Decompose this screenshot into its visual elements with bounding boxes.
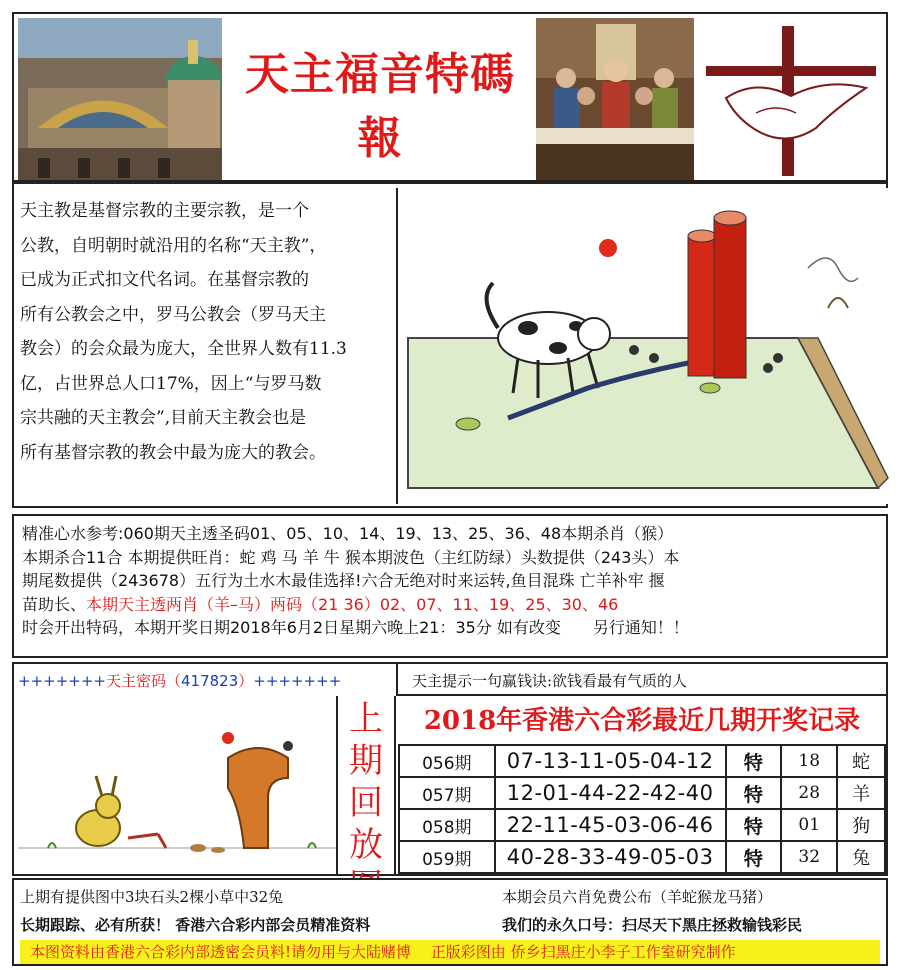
winning-hint: 天主提示一句赢钱诀:欲钱看最有气质的人 [396, 664, 886, 696]
footer-slogan-left: 长期跟踪、必有所获！ 香港六合彩内部会员精准资料 [20, 916, 371, 934]
title-area [224, 18, 536, 180]
table-row [399, 841, 885, 873]
last-issue-replay-label [336, 696, 396, 874]
special-label-cell: 特 [726, 809, 782, 841]
intro-line: 天主教是基督宗教的主要宗教，是一个 [20, 201, 309, 221]
tips-section [12, 514, 888, 658]
tips-line: 精准心水参考:060期天主透圣码01、05、10、14、19、13、25、36、48本期杀肖（猴） [22, 524, 674, 543]
numbers-cell: 07-13-11-05-04-12 [495, 745, 726, 777]
replay-char: 上 [349, 699, 383, 739]
zodiac-cell: 狗 [837, 809, 885, 841]
special-number-cell: 28 [781, 777, 837, 809]
records-section [12, 662, 888, 876]
header-banner [12, 12, 888, 182]
tips-line: 期尾数提供（243678）五行为土水木最佳选择!六合无绝对时来运转,鱼目混珠 亡羊补牢 揠 [22, 571, 665, 590]
draw-records-table [398, 744, 886, 874]
issue-cell: 056期 [399, 745, 495, 777]
table-row [399, 809, 885, 841]
intro-line: 教会）的会众最为庞大，全世界人数有11.3 [20, 339, 347, 359]
zodiac-cell: 兔 [837, 841, 885, 873]
church-dome-image [18, 18, 222, 180]
special-label-cell: 特 [726, 841, 782, 873]
issue-cell: 058期 [399, 809, 495, 841]
plus-decoration: +++++++ [253, 672, 342, 690]
numbers-cell: 12-01-44-22-42-40 [495, 777, 726, 809]
cross-dove-image [696, 18, 886, 180]
intro-line: 所有公教会之中，罗马公教会（罗马天主 [20, 304, 326, 325]
zodiac-cell: 蛇 [837, 745, 885, 777]
rabbit-illustration [18, 698, 336, 874]
secret-code-close: ） [238, 672, 254, 690]
special-number-cell: 32 [781, 841, 837, 873]
plus-decoration: +++++++ [18, 672, 106, 690]
zodiac-cell: 羊 [837, 777, 885, 809]
tips-line [22, 593, 878, 617]
table-row [399, 777, 885, 809]
footer-section [12, 878, 888, 966]
intro-line: 已成为正式扣文代名词。在基督宗教的 [20, 270, 309, 290]
intro-section [12, 182, 888, 508]
table-row [399, 745, 885, 777]
dog-snake-illustration [396, 188, 886, 504]
numbers-cell: 22-11-45-03-06-46 [495, 809, 726, 841]
intro-line: 所有基督宗教的教会中最为庞大的教会。 [20, 442, 326, 463]
tips-highlight: 本期天主透两肖（羊–马）两码（21 36）02、07、11、19、25、30、46 [86, 594, 619, 614]
tips-line: 本期杀合11合 本期提供旺肖：蛇 鸡 马 羊 牛 猴本期波色（主红防绿）头数提供（243头）本 [22, 547, 680, 567]
issue-cell: 059期 [399, 841, 495, 873]
secret-code-label: 天主密码（ [105, 672, 181, 690]
replay-char: 回 [349, 783, 383, 823]
tips-line: 时会开出特码，本期开奖日期2018年6月2日星期六晚上21：35分 如有改变 另行通知！！ [22, 618, 689, 637]
last-supper-image [536, 18, 694, 180]
footer-last-issue-note: 上期有提供图中3块石头2棵小草中32兔 [20, 888, 284, 906]
special-number-cell: 18 [781, 745, 837, 777]
replay-char: 期 [349, 741, 383, 781]
intro-line: 宗共融的天主教会”,目前天主教会也是 [20, 408, 307, 428]
footer-slogan-right: 我们的永久口号：扫尽天下黑庄拯救输钱彩民 [502, 916, 803, 934]
intro-line: 亿，占世界总人口17%，因上“与罗马数 [20, 373, 322, 394]
issue-cell: 057期 [399, 777, 495, 809]
secret-code-bar [18, 668, 394, 694]
footer-member-note: 本期会员六肖免费公布（羊蛇猴龙马猪） [502, 888, 773, 906]
replay-char: 放 [349, 825, 383, 865]
footer-disclaimer: 本图资料由香港六合彩内部透密会员料!请勿用与大陆赌博 正版彩图由 侨乡扫黑庄小李子工作室研究制作 [20, 940, 880, 964]
special-label-cell: 特 [726, 777, 782, 809]
intro-text [20, 194, 386, 470]
special-number-cell: 01 [781, 809, 837, 841]
intro-line: 公教，自明朝时就沿用的名称“天主教”， [20, 235, 327, 256]
page-title: 天主福音特碼報 [245, 49, 515, 164]
records-title: 2018年香港六合彩最近几期开奖记录 [423, 706, 861, 736]
secret-code-value: 417823 [181, 672, 239, 690]
numbers-cell: 40-28-33-49-05-03 [495, 841, 726, 873]
special-label-cell: 特 [726, 745, 782, 777]
tips-line-part: 苗助长、 [22, 594, 87, 614]
